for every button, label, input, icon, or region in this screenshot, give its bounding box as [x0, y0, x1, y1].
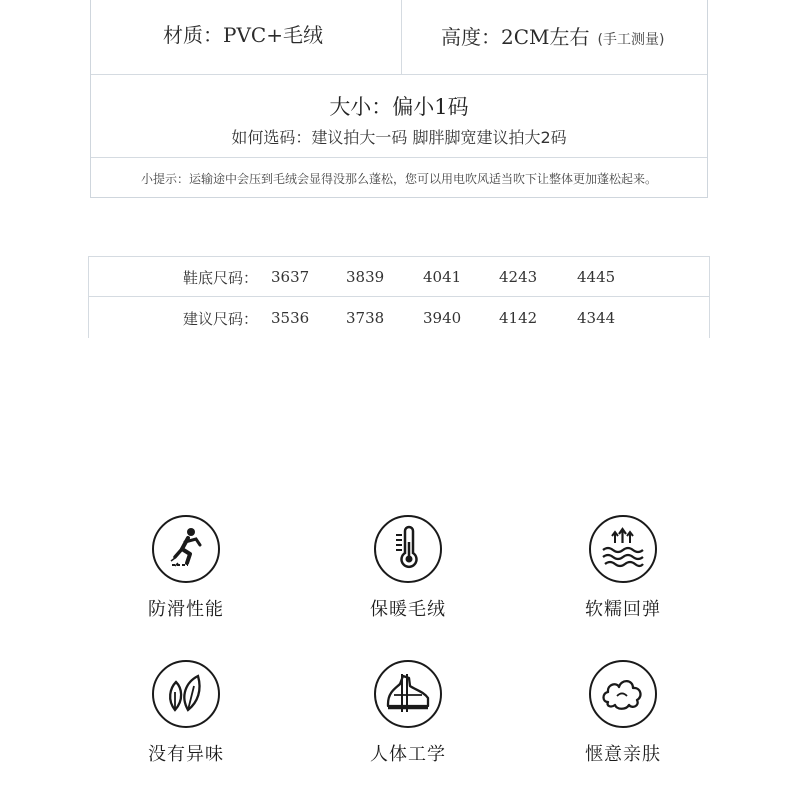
feature-anti-slip [106, 515, 266, 621]
table-cell: 3738 [346, 309, 385, 327]
ring [152, 660, 220, 728]
feature-label: 防滑性能 [148, 599, 224, 620]
table-cell: 4041 [423, 268, 462, 286]
feature-soft-rebound [543, 515, 703, 621]
spec-info-box [90, 0, 708, 198]
size-text: 大小：偏小1码 [329, 95, 469, 119]
feature-ergonomic [328, 660, 488, 766]
feature-warm-plush [328, 515, 488, 621]
feature-skin-friendly [543, 660, 703, 766]
feature-label: 惬意亲肤 [585, 744, 661, 765]
size-advice-text: 如何选码：建议拍大一码 脚胖脚宽建议拍大2码 [231, 128, 567, 147]
feature-label: 保暖毛绒 [370, 599, 446, 620]
table-cell: 4344 [577, 309, 616, 327]
table-cell: 3536 [271, 309, 310, 327]
ring [374, 660, 442, 728]
leaf-icon [154, 662, 217, 725]
table-cell: 4142 [499, 309, 538, 327]
row-divider [89, 296, 709, 297]
row-label: 建议尺码： [183, 310, 259, 328]
height-cell [441, 21, 664, 50]
table-row [89, 257, 709, 297]
row-divider [91, 157, 707, 158]
ring [374, 515, 442, 583]
thermometer-icon [376, 517, 439, 580]
size-table [88, 256, 710, 338]
table-cell: 3940 [423, 309, 462, 327]
feature-label: 人体工学 [370, 744, 446, 765]
height-note: (手工测量) [597, 32, 665, 48]
wave-arrows-icon [591, 517, 654, 580]
cell-divider [401, 0, 402, 74]
slip-person-icon [154, 517, 217, 580]
height-text: 高度：2CM左右 [441, 25, 590, 49]
feature-label: 没有异味 [148, 744, 224, 765]
material-text: 材质：PVC+毛绒 [163, 23, 323, 47]
table-cell: 4243 [499, 268, 538, 286]
shoe-sole-icon [376, 662, 439, 725]
ring [152, 515, 220, 583]
row-divider [91, 74, 707, 75]
table-cell: 3637 [271, 268, 310, 286]
feature-no-odor [106, 660, 266, 766]
ring [589, 515, 657, 583]
table-row [89, 298, 709, 338]
tip-text: 小提示：运输途中会压到毛绒会显得没那么蓬松，您可以用电吹风适当吹下让整体更加蓬松起来。 [140, 172, 657, 186]
table-cell: 4445 [577, 268, 616, 286]
cloud-icon [591, 662, 654, 725]
feature-label: 软糯回弹 [585, 599, 661, 620]
table-cell: 3839 [346, 268, 385, 286]
row-label: 鞋底尺码： [183, 269, 259, 287]
ring [589, 660, 657, 728]
